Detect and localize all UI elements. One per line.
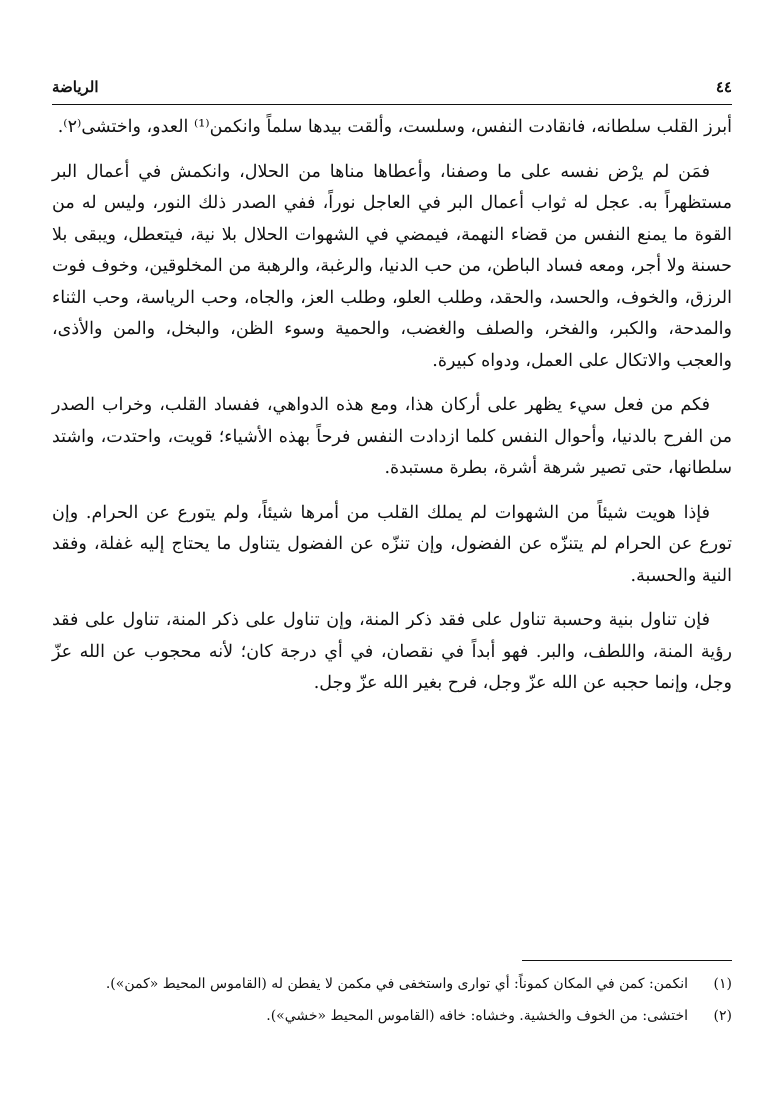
paragraph: أبرز القلب سلطانه، فانقادت النفس، وسلست، وألقت بيدها سلماً وانكمن⁽¹⁾ العدو، واختشى⁽٢⁾.	[57, 117, 732, 137]
page-number: ٤٤	[715, 78, 732, 96]
body-text	[52, 112, 732, 713]
paragraph: فمَن لم يرْض نفسه على ما وصفنا، وأعطاها مناها من الحلال، وانكمش في أعمال البر مستظهراً به. عجل له ثواب أعمال البر في العاجل نوراً، ففي الصدر ذلك النور، وليس له من القوة ما يمنع النفس من قضاء النهمة، فيمضي في الشهوات الحلال بلا نية، فيتعطل، ويبقى بلا حسنة ولا أجر، ومعه فساد الباطن، من حب الدنيا، والرغبة، والرهبة من المخلوقين، وخوف فوت الرزق، والخوف، والحسد، والحقد، وطلب العلو، وطلب العز، والجاه، وحب الرياسة، وحب الثناء والمدحة، والكبر، والفخر، والصلف والغضب، والحمية وسوء الظن، والبخل، والمن والأذى، والعجب والاتكال على العمل، ودواه كبيرة.	[52, 161, 732, 371]
footnote-mark: (١)	[713, 976, 732, 992]
footnote	[52, 972, 732, 996]
footnote-mark: (٢)	[713, 1008, 732, 1024]
running-title: الرياضة	[52, 78, 99, 96]
page-header	[52, 78, 732, 100]
footnotes	[52, 972, 732, 1036]
header-rule	[52, 104, 732, 105]
footnote	[52, 1004, 732, 1028]
footnote-text: انكمن: كمن في المكان كموناً: أي توارى واستخفى في مكمن لا يفطن له (القاموس المحيط «كمن»).	[105, 976, 688, 992]
footnote-text: اختشى: من الخوف والخشية. وخشاه: خافه (القاموس المحيط «خشي»).	[266, 1008, 688, 1024]
paragraph: فإن تناول بنية وحسبة تناول على فقد ذكر المنة، وإن تناول على ذكر المنة، تناول على فقد رؤية المنة، واللطف، والبر. فهو أبداً في نقصان، في أي درجة كان؛ لأنه محجوب عن الله عزّ وجل، وإنما حجبه عن الله عزّ وجل، فرح بغير الله عزّ وجل.	[52, 610, 732, 693]
footnote-rule	[522, 960, 732, 961]
paragraph: فكم من فعل سيء يظهر على أركان هذا، ومع هذه الدواهي، ففساد القلب، وخراب الصدر من الفرح بالدنيا، وأحوال النفس كلما ازدادت النفس فرحاً بهذه الأشياء؛ قويت، واحتدت، واشتد سلطانها، حتى تصير شرهة أشرة، بطرة مستبدة.	[52, 395, 732, 478]
paragraph: فإذا هويت شيئاً من الشهوات لم يملك القلب من أمرها شيئاً، ولم يتورع عن الحرام. وإن تورع عن الحرام لم يتنزّه عن الفضول، وإن تنزّه عن الفضول يتناول ما يحتاج إليه غفلة، وفقد النية والحسبة.	[52, 502, 732, 586]
